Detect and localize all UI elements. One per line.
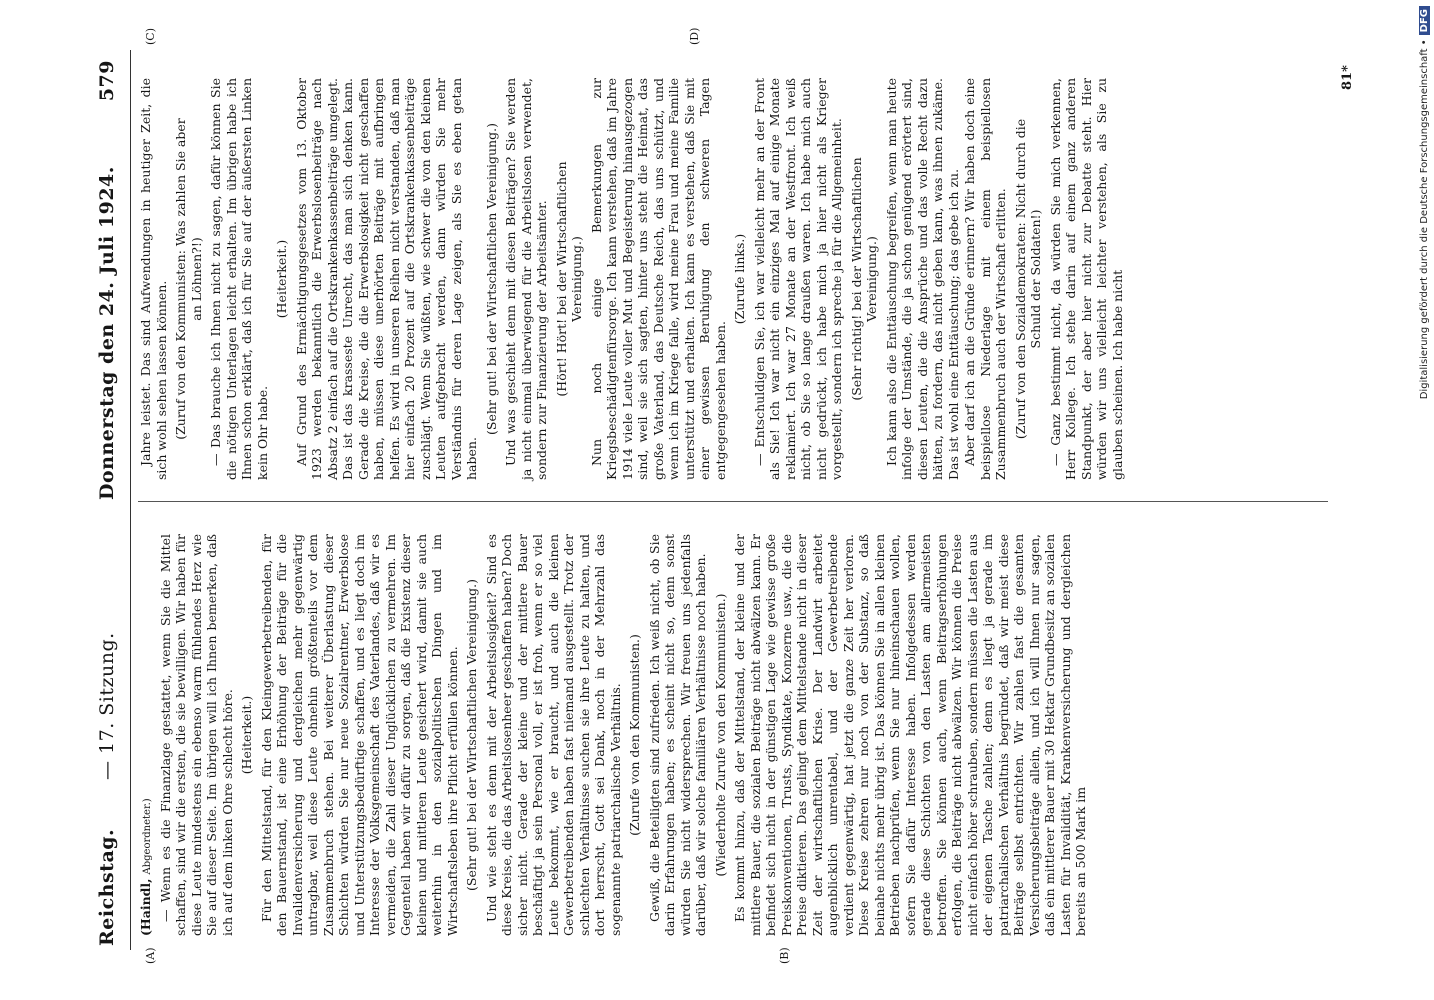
margin-marker-a: (A) [144, 947, 157, 964]
left-column [138, 534, 1090, 936]
margin-marker-c: (C) [144, 28, 157, 45]
interjection: (Zuruf von den Kommunisten: Was zahlen Sie aber an Löhnen?!) [173, 118, 204, 440]
interjection: (Hört! Hört! bei der Wirtschaftlichen Vereinigung.) [553, 161, 584, 397]
running-header [96, 50, 126, 950]
paragraph: Nun noch einige Bemerkungen zur Kriegsbeschädigtenfürsorge. Ich kann verstehen, daß im Jahre 1914 viele Leute voller Mut und Begeisterung hinausgezogen sind, weil sie sich sagten, hinter uns steht die Heimat, das große Vaterland, das Deutsche Reich, das uns schützt, und wenn ich im Kriege falle, wird meine Frau und meine Familie unterstützt und erhalten. Ich kann es verstehen, daß Sie mit einer gewissen Beruhigung den schweren Tagen entgegengesehen haben. [588, 78, 728, 480]
paragraph: Und wie steht es denn mit der Arbeitslosigkeit? Sind es diese Kreise, die das Arbeitslosenheer geschaffen haben? Doch sicher nicht. Gerade der kleine und der mittlere Bauer beschäftigt ja sein Personal voll, er ist froh, wenn er so viel Leute bekommt, wie er braucht, und auch die kleinen Gewerbetreibenden haben fast niemand ausgestellt. Trotz der schlechten Verhältnisse suchen sie ihre Leute zu halten, und dort herrscht, Gott sei Dank, noch in der Mehrzahl das sogenannte patriarchalische Verhältnis. [483, 534, 623, 936]
speaker-line [138, 534, 156, 936]
paragraph: Für den Mittelstand, für den Kleingewerbetreibenden, für den Bauernstand, ist eine Erhöhung der Beiträge für die Invalidenversicherung und dergleichen mehr gegenwärtig untragbar, weil diese Leute ohnehin größtenteils vor dem Zusammenbruch stehen. Bei weiterer Überlastung dieser Schichten würden Sie nur neue Sozialrentner, Erwerbslose und Unterstützungsbedürftige schaffen, und es liegt doch im Interesse der Volksgemeinschaft des Vaterlandes, daß wir es vermeiden, die Zahl dieser Unglücklichen zu vermehren. Im Gegenteil haben wir dafür zu sorgen, daß die Existenz dieser kleinen und mittleren Leute gesichert wird, damit sie auch weiterhin in den sozialpolitischen Dingen und im Wirtschaftsleben ihre Pflicht erfüllen können. [258, 534, 460, 936]
signature-mark: 81* [1340, 65, 1355, 90]
interjection: (Heiterkeit.) [239, 695, 254, 775]
margin-marker-b: (B) [778, 947, 791, 964]
interjection: (Zuruf von den Sozialdemokraten: Nicht durch die Schuld der Soldaten!) [1012, 118, 1043, 440]
paragraph: Es kommt hinzu, daß der Mittelstand, der kleine und der mittlere Bauer, die sozialen Beiträge nicht abwälzen kann. Er befindet sich nicht in der günstigen Lage wie gewisse große Preiskonventionen, Trusts, Syndikate, Konzerne usw., die die Preise diktieren. Das gelingt dem Mittelstande nicht in dieser Zeit der wirtschaftlichen Krise. Der Landwirt arbeitet augenblicklich unrentabel, und der Gewerbetreibende verdient gegenwärtig, hat jetzt die ganze Zeit her verloren. Diese Kreise zehren nur noch von der Substanz, so daß beinahe nichts mehr übrig ist. Das können Sie in allen kleinen Betrieben nachprüfen, wenn Sie nur hineinschauen wollen, sofern Sie dafür Interesse haben. Infolgedessen werden gerade diese Schichten von den Lasten am allermeisten betroffen. Sie können auch, wenn Beitragserhöhungen erfolgen, die Beiträge nicht abwälzen. Wir können die Preise nicht einfach höher schrauben, sondern müssen die Lasten aus der eigenen Tasche zahlen; denn es liegt ja gerade im patriarchalischen Verhältnis begründet, daß wir meist diese Beiträge selbst entrichten. Wir zahlen fast die gesamten Versicherungsbeiträge allein, und ich will Ihnen nur sagen, daß ein mittlerer Bauer mit 30 Hektar Grundbesitz an sozialen Lasten für Invalidität, Krankenversicherung und dergleichen bereits an 500 Mark im [732, 534, 1088, 936]
paragraph: Und was geschieht denn mit diesen Beiträgen? Sie werden ja nicht einmal überwiegend für die Arbeitslosen verwendet, sondern zur Finanzierung der Arbeitsämter. [503, 78, 549, 480]
header-date: Donnerstag den 24. Juli 1924. [96, 166, 118, 500]
header-rule [130, 50, 131, 950]
right-column [138, 78, 1126, 480]
left-column-text [158, 534, 1089, 936]
paragraph: Ich kann also die Enttäuschung begreifen, wenn man heute infolge der Umstände, die ja schon genügend erörtert sind, diesen Leuten, die die Ansprüche und das volle Recht dazu hätten, zu fordern, das nicht geben kann, was ihnen zukäme. Das ist wohl eine Enttäuschung; das gebe ich zu. [883, 78, 961, 480]
paragraph: — Wenn es die Finanzlage gestattet, wenn Sie die Mittel schaffen, sind wir die ersten, die sie bewilligen. Wir haben für diese Leute mindestens ein ebenso warm fühlendes Herz wie Sie auf dieser Seite. Im übrigen will ich Ihnen bemerken, daß ich auf dem linken Ohre schlecht höre. [157, 534, 235, 936]
right-column-text [138, 78, 1125, 480]
interjection: (Wiederholte Zurufe von den Kommunisten.) [712, 593, 728, 877]
header-publication: Reichstag. [96, 828, 118, 946]
speaker-role: Abgeordneter.) [142, 798, 153, 875]
paragraph: Gewiß, die Beteiligten sind zufrieden. Ich weiß nicht, ob Sie darin Erfahrungen haben; es scheint nicht so, denn sonst würden Sie nicht widersprechen. Wir freuen uns jedenfalls darüber, daß wir solche familiären Verhältnisse noch haben. [646, 534, 708, 936]
page-number: 579 [96, 60, 118, 102]
document-page [88, 27, 1388, 964]
interjection: (Heiterkeit.) [274, 239, 289, 319]
paragraph: Aber darf ich an die Gründe erinnern? Wir haben doch eine beispiellose Niederlage mit einem beispiellosen Zusammenbruch auch der Wirtschaft erlitten. [962, 78, 1008, 480]
interjection: (Sehr richtig! bei der Wirtschaftlichen Vereinigung.) [848, 157, 879, 401]
paragraph: — Entschuldigen Sie, ich war vielleicht mehr an der Front als Sie! Ich war nicht ein einziges Mal auf einige Monate reklamiert. Ich war 27 Monate an der Westfront. Ich weiß nicht, ob Sie so lange draußen waren. Ich habe mich auch nicht gedrückt, ich habe mich ja hier nicht als Krieger vorgestellt, sondern ich spreche ja für die Allgemeinheit. [751, 78, 844, 480]
interjection: (Sehr gut! bei der Wirtschaftlichen Vereinigung.) [483, 123, 499, 435]
attribution-text: Digitalisierung gefördert durch die Deutsche Forschungsgemeinschaft • [1419, 39, 1430, 400]
interjection: (Zurufe von den Kommunisten.) [627, 634, 642, 836]
header-session: — 17. Sitzung. [96, 632, 118, 780]
interjection: (Zurufe links.) [732, 233, 747, 325]
paragraph: Jahre leistet. Das sind Aufwendungen in heutiger Zeit, die sich wohl sehen lassen können. [138, 78, 169, 480]
column-divider [138, 501, 1328, 502]
margin-marker-d: (D) [688, 27, 701, 45]
digitization-attribution [1417, 6, 1434, 996]
paragraph: — Das brauche ich Ihnen nicht zu sagen, dafür können Sie die nötigen Unterlagen leicht erhalten. Im übrigen habe ich Ihnen schon erklärt, daß ich für Sie auf der äußersten Linken kein Ohr habe. [208, 78, 270, 480]
dfg-logo: DFG [1419, 6, 1430, 35]
paragraph: — Ganz bestimmt nicht, da würden Sie mich verkennen, Herr Kollege. Ich stehe darin auf einem ganz anderen Standpunkt, der aber hier nicht zur Debatte steht. Hier würden wir uns vielleicht leichter verstehen, als Sie zu glauben scheinen. Ich habe nicht [1047, 78, 1125, 480]
paragraph: Auf Grund des Ermächtigungsgesetzes vom 13. Oktober 1923 werden bekanntlich die Erwerbslosenbeiträge nach Absatz 2 einfach auf die Ortskrankenkassenbeiträge umgelegt. Das ist das krasseste Unrecht, das man sich denken kann. Gerade die Kreise, die die Erwerbslosigkeit nicht geschaffen haben, müssen diese unerhörten Beiträge mit aufbringen helfen. Es wird in unseren Reihen nicht verstanden, daß man hier einfach 20 Prozent auf die Ortskrankenkassenbeiträge zuschlägt. Wenn Sie wüßten, wie schwer die von den kleinen Leuten aufgebracht werden, dann würden Sie mehr Verständnis für deren Lage zeigen, als Sie es eben getan haben. [293, 78, 479, 480]
interjection: (Sehr gut! bei der Wirtschaftlichen Vereinigung.) [464, 579, 479, 891]
speaker-name: (Haindl, [138, 878, 153, 936]
